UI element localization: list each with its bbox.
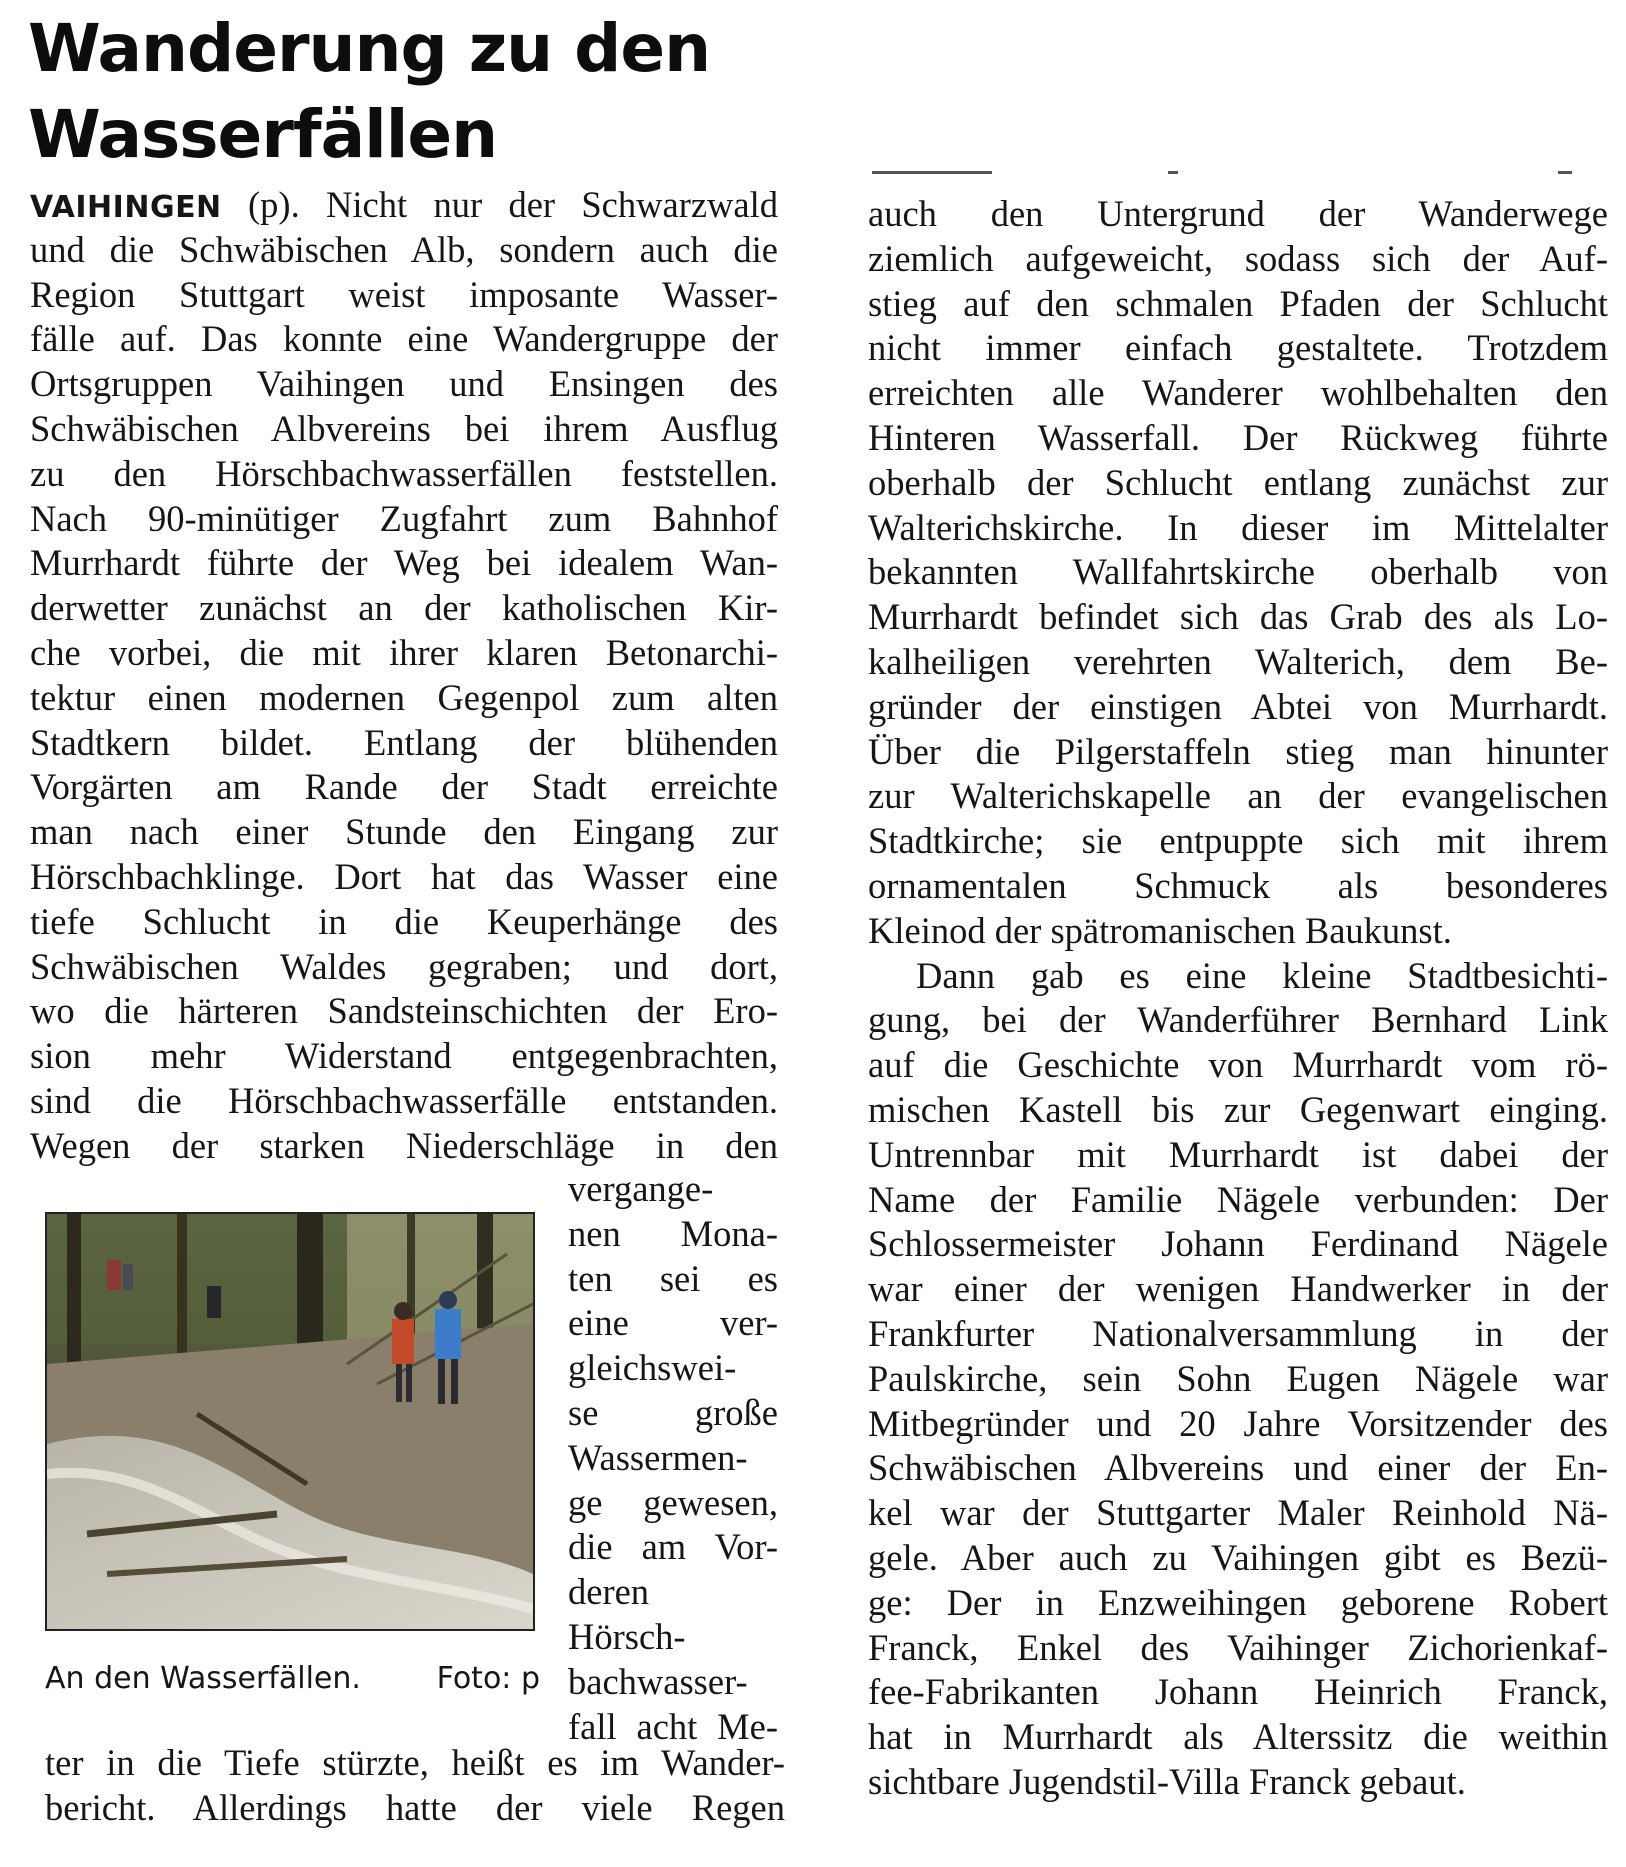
text-line-rest: (p). Nicht nur der Schwarzwald [221, 184, 778, 225]
text-line: nen Mona- [568, 1212, 778, 1254]
text-line: Stadtkirche; sie entpuppte sich mit ihrem [868, 820, 1608, 862]
text-line: erreichten alle Wanderer wohlbehalten den [868, 372, 1608, 414]
text-line: kel war der Stuttgarter Maler Reinhold Nä- [868, 1492, 1608, 1534]
text-line: Über die Pilgerstaffeln stieg man hinunter [868, 730, 1608, 772]
text-line: ornamentalen Schmuck als besonderes [868, 864, 1608, 906]
text-line: Wegen der starken Niederschläge in den [30, 1124, 778, 1166]
text-line: Kleinod der spätromanischen Baukunst. [868, 909, 1452, 951]
text-line: Name der Familie Nägele verbunden: Der [868, 1178, 1608, 1220]
text-line: auf die Geschichte von Murrhardt vom rö- [868, 1044, 1608, 1086]
text-line: war einer der wenigen Handwerker in der [868, 1268, 1608, 1310]
text-line: Region Stuttgart weist imposante Wasser- [30, 273, 778, 315]
text-line: sind die Hörschbachwasserfälle entstanden. [30, 1079, 778, 1121]
headline-line-2: Wasserfällen [28, 96, 498, 173]
forest-photo-image [47, 1214, 533, 1629]
cropped-line-fragment [868, 157, 1608, 175]
text-line: Mitbegründer und 20 Jahre Vorsitzender des [868, 1402, 1608, 1444]
headline-line-1: Wanderung zu den [28, 10, 711, 87]
text-line: auch den Untergrund der Wanderwege [868, 193, 1608, 234]
text-line: derwetter zunächst an der katholischen Kir- [30, 587, 778, 629]
text-line: oberhalb der Schlucht entlang zunächst zur [868, 461, 1608, 503]
text-line: gele. Aber auch zu Vaihingen gibt es Bezü- [868, 1536, 1608, 1578]
text-line: ge: Der in Enzweihingen geborene Robert [868, 1581, 1608, 1623]
text-line: Hörsch- [568, 1615, 686, 1657]
text-line: Vorgärten am Rande der Stadt erreichte [30, 766, 778, 808]
text-line: gung, bei der Wanderführer Bernhard Link [868, 999, 1608, 1041]
text-line: bekannten Wallfahrtskirche oberhalb von [868, 551, 1608, 593]
article-column-left-narrow [568, 1167, 778, 1749]
text-line: ge gewesen, [568, 1481, 778, 1523]
text-line: tiefe Schlucht in die Keuperhänge des [30, 900, 778, 942]
text-line: gleichswei- [568, 1347, 737, 1389]
text-line: fälle auf. Das konnte eine Wandergruppe der [30, 318, 778, 360]
text-line: stieg auf den schmalen Pfaden der Schlucht [868, 282, 1608, 324]
text-line: mischen Kastell bis zur Gegenwart einging. [868, 1088, 1608, 1130]
text-line: ziemlich aufgeweicht, sodass sich der Auf- [868, 237, 1608, 279]
text-line: ter in die Tiefe stürzte, heißt es im Wander- [45, 1742, 785, 1783]
text-line: Stadtkern bildet. Entlang der blühenden [30, 721, 778, 763]
text-line: tektur einen modernen Gegenpol zum alten [30, 676, 778, 718]
text-line: fall acht Me- [568, 1705, 778, 1747]
text-line: vergange- [568, 1168, 714, 1209]
text-line: Ortsgruppen Vaihingen und Ensingen des [30, 363, 778, 405]
text-line: Schwäbischen Waldes gegraben; und dort, [30, 945, 778, 987]
article-headline [28, 6, 828, 178]
text-line: sichtbare Jugendstil-Villa Franck gebaut. [868, 1760, 1466, 1802]
text-line: nicht immer einfach gestaltete. Trotzdem [868, 327, 1608, 369]
article-column-right [868, 192, 1608, 1805]
text-line: deren [568, 1571, 650, 1613]
text-line: che vorbei, die mit ihrer klaren Betonarchi- [30, 631, 778, 673]
text-line: Franck, Enkel des Vaihinger Zichorienkaf- [868, 1626, 1608, 1668]
dateline: VAIHINGEN [30, 190, 222, 225]
text-line: fee-Fabrikanten Johann Heinrich Franck, [868, 1671, 1608, 1713]
article-column-left-bottom [45, 1741, 785, 1831]
text-line: man nach einer Stunde den Eingang zur [30, 811, 778, 853]
text-line: Murrhardt befindet sich das Grab des als Lo- [868, 596, 1608, 638]
text-line: Paulskirche, sein Sohn Eugen Nägele war [868, 1357, 1608, 1399]
text-line: Murrhardt führte der Weg bei idealem Wan- [30, 542, 778, 584]
text-line [30, 183, 778, 228]
text-line: gründer der einstigen Abtei von Murrhardt. [868, 685, 1608, 727]
text-line: bericht. Allerdings hatte der viele Regen [45, 1786, 785, 1828]
text-line: Schwäbischen Albvereins und einer der En- [868, 1447, 1608, 1489]
text-line: Frankfurter Nationalversammlung in der [868, 1312, 1608, 1354]
photo-credit: Foto: p [436, 1661, 540, 1696]
text-line: Dann gab es eine kleine Stadtbesichti- [916, 954, 1608, 996]
text-line: Schwäbischen Albvereins bei ihrem Ausflug [30, 407, 778, 449]
text-line: zu den Hörschbachwasserfällen feststellen. [30, 452, 778, 494]
text-line: kalheiligen verehrten Walterich, dem Be- [868, 640, 1608, 682]
text-line: eine ver- [568, 1302, 778, 1344]
article-photo-waterfall-hikers [45, 1212, 535, 1631]
text-line: Schlossermeister Johann Ferdinand Nägele [868, 1223, 1608, 1265]
text-line: se große [568, 1391, 778, 1433]
text-line: und die Schwäbischen Alb, sondern auch die [30, 228, 778, 270]
article-column-left [30, 183, 778, 1169]
text-line: Nach 90-minütiger Zugfahrt zum Bahnhof [30, 497, 778, 539]
text-line: die am Vor- [568, 1526, 778, 1568]
text-line: Hinteren Wasserfall. Der Rückweg führte [868, 416, 1608, 458]
text-line: Untrennbar mit Murrhardt ist dabei der [868, 1133, 1608, 1175]
text-line: hat in Murrhardt als Alterssitz die weithin [868, 1716, 1608, 1758]
text-line: zur Walterichskapelle an der evangelischen [868, 775, 1608, 817]
text-line: ten sei es [568, 1257, 778, 1299]
text-line: bachwasser- [568, 1660, 748, 1702]
photo-caption-text: An den Wasserfällen. [45, 1661, 361, 1696]
text-line: Walterichskirche. In dieser im Mittelalter [868, 506, 1608, 548]
text-line: Wassermen- [568, 1436, 748, 1478]
text-line: sion mehr Widerstand entgegenbrachten, [30, 1035, 778, 1077]
photo-caption [45, 1659, 540, 1699]
text-line: Hörschbachklinge. Dort hat das Wasser eine [30, 855, 778, 897]
text-line: wo die härteren Sandsteinschichten der Ero- [30, 990, 778, 1032]
